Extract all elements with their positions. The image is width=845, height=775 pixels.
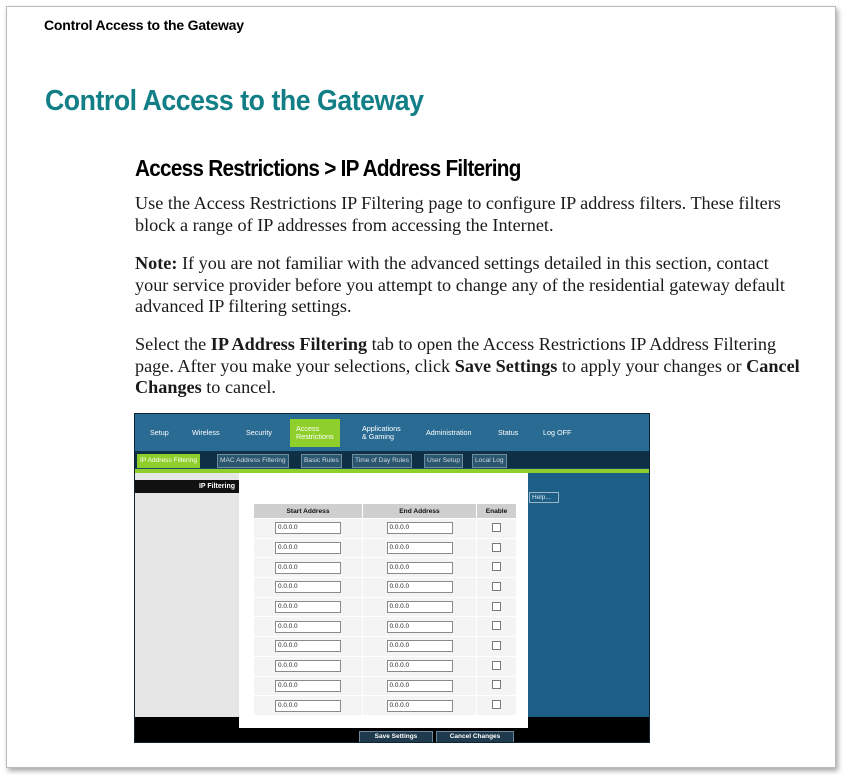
enable-checkbox[interactable]: [492, 543, 501, 552]
instr-text-1: Select the: [135, 334, 211, 354]
nav-access-restrictions[interactable]: Access Restrictions: [290, 419, 340, 447]
top-nav: [135, 414, 649, 452]
subtab-ip-address-filtering[interactable]: IP Address Filtering: [137, 454, 200, 468]
end-address-input[interactable]: 0.0.0.0: [387, 542, 453, 554]
enable-checkbox[interactable]: [492, 641, 501, 650]
intro-paragraph: Use the Access Restrictions IP Filtering page to configure IP address filters. These filters block a range of IP addresses from accessing the Internet.: [135, 193, 781, 235]
footer-left: [135, 717, 239, 742]
end-address-input[interactable]: 0.0.0.0: [387, 621, 453, 633]
ip-filter-table: [253, 503, 517, 716]
table-row: [254, 558, 517, 578]
table-row: [254, 538, 517, 558]
end-address-input[interactable]: 0.0.0.0: [387, 601, 453, 613]
note-paragraph: [135, 253, 805, 318]
start-address-input[interactable]: 0.0.0.0: [275, 640, 341, 652]
instructions-paragraph: [135, 334, 805, 399]
enable-checkbox[interactable]: [492, 582, 501, 591]
running-head: Control Access to the Gateway: [44, 17, 244, 33]
start-address-input[interactable]: 0.0.0.0: [275, 562, 341, 574]
instr-text-3: to apply your changes or: [557, 355, 747, 376]
table-row: [254, 696, 517, 716]
save-settings-button[interactable]: Save Settings: [359, 731, 433, 743]
nav-applications-gaming[interactable]: Applications & Gaming: [362, 423, 401, 441]
nav-administration[interactable]: Administration: [426, 427, 472, 437]
end-address-input[interactable]: 0.0.0.0: [387, 680, 453, 692]
start-address-input[interactable]: 0.0.0.0: [275, 680, 341, 692]
left-column: [135, 473, 239, 717]
note-text: If you are not familiar with the advanced settings detailed in this section, contact your service provider before you attempt to change any of the residential gateway default advanced IP filtering settings.: [135, 253, 785, 316]
header-enable: Enable: [477, 504, 517, 519]
instr-bold-save: Save Settings: [454, 355, 558, 376]
enable-checkbox[interactable]: [492, 700, 501, 709]
table-row: [254, 656, 517, 676]
end-address-input[interactable]: 0.0.0.0: [387, 581, 453, 593]
start-address-input[interactable]: 0.0.0.0: [275, 522, 341, 534]
subtab-mac-address-filtering[interactable]: MAC Address Filtering: [217, 454, 289, 468]
enable-checkbox[interactable]: [492, 680, 501, 689]
cancel-changes-button[interactable]: Cancel Changes: [436, 731, 514, 743]
instr-text-2: tab to open the Access Restrictions IP Address Filtering page. After you make your selections, click: [135, 334, 777, 376]
instr-text-4: to cancel.: [201, 377, 276, 397]
end-address-input[interactable]: 0.0.0.0: [387, 640, 453, 652]
instr-bold-cancel: Cancel Changes: [135, 355, 800, 397]
instr-bold-tab: IP Address Filtering: [210, 334, 368, 354]
subtab-basic-rules[interactable]: Basic Rules: [301, 454, 342, 468]
help-link[interactable]: Help...: [529, 492, 559, 503]
footer-right: [528, 717, 649, 742]
table-row: [254, 519, 517, 539]
chapter-title: Control Access to the Gateway: [45, 85, 424, 117]
section-label-ip-filtering: IP Filtering: [135, 480, 239, 493]
sub-nav: [135, 452, 649, 468]
start-address-input[interactable]: 0.0.0.0: [275, 601, 341, 613]
document-page: [6, 6, 836, 768]
enable-checkbox[interactable]: [492, 621, 501, 630]
header-start-address: Start Address: [254, 504, 363, 519]
table-row: [254, 637, 517, 657]
enable-checkbox[interactable]: [492, 661, 501, 670]
nav-log-off[interactable]: Log OFF: [543, 427, 572, 437]
table-row: [254, 676, 517, 696]
subtab-local-log[interactable]: Local Log: [472, 454, 507, 468]
nav-security[interactable]: Security: [246, 427, 272, 437]
section-title: Access Restrictions > IP Address Filtering: [135, 155, 521, 181]
note-label: Note:: [135, 253, 178, 273]
right-column: [528, 473, 649, 717]
table-row: [254, 597, 517, 617]
end-address-input[interactable]: 0.0.0.0: [387, 522, 453, 534]
enable-checkbox[interactable]: [492, 562, 501, 571]
end-address-input[interactable]: 0.0.0.0: [387, 562, 453, 574]
nav-status[interactable]: Status: [498, 427, 519, 437]
end-address-input[interactable]: 0.0.0.0: [387, 660, 453, 672]
start-address-input[interactable]: 0.0.0.0: [275, 542, 341, 554]
table-row: [254, 578, 517, 598]
subtab-user-setup[interactable]: User Setup: [424, 454, 463, 468]
end-address-input[interactable]: 0.0.0.0: [387, 700, 453, 712]
start-address-input[interactable]: 0.0.0.0: [275, 621, 341, 633]
start-address-input[interactable]: 0.0.0.0: [275, 700, 341, 712]
subtab-time-of-day-rules[interactable]: Time of Day Rules: [352, 454, 412, 468]
enable-checkbox[interactable]: [492, 523, 501, 532]
enable-checkbox[interactable]: [492, 602, 501, 611]
router-ui-screenshot: [134, 413, 650, 743]
start-address-input[interactable]: 0.0.0.0: [275, 581, 341, 593]
nav-setup[interactable]: Setup: [150, 427, 169, 437]
start-address-input[interactable]: 0.0.0.0: [275, 660, 341, 672]
table-row: [254, 617, 517, 637]
header-end-address: End Address: [363, 504, 477, 519]
nav-wireless[interactable]: Wireless: [192, 427, 220, 437]
